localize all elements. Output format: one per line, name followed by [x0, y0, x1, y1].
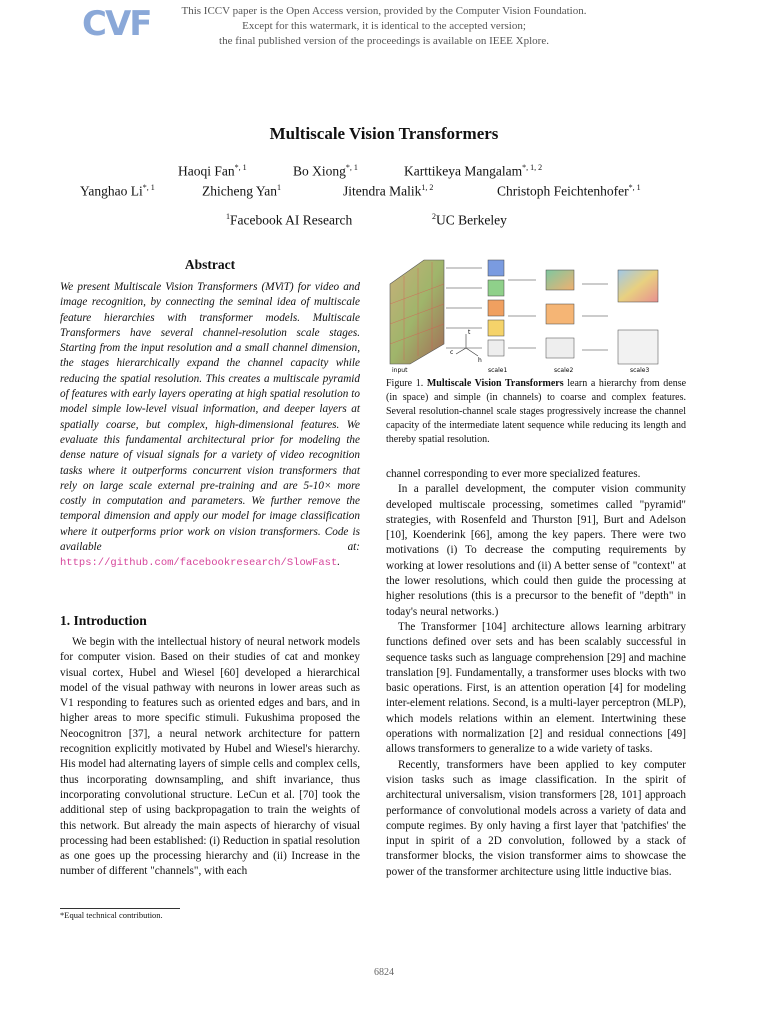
- input-volume: [390, 260, 444, 364]
- token-1: [488, 260, 504, 276]
- mvit-figure: [386, 256, 686, 374]
- intro-right-column: [386, 467, 686, 880]
- axes-icon: [456, 334, 478, 356]
- paper-title: Multiscale Vision Transformers: [269, 124, 499, 143]
- intro-left-column: [60, 635, 360, 880]
- token-3: [488, 300, 504, 316]
- affiliation: $^1$Facebook AI Research: [226, 212, 353, 228]
- open-access-watermark: [0, 4, 768, 49]
- intro-paragraph: We begin with the intellectual history of neural network models for computer vision. Based on their studies of cat and monkey visual cortex, Hubel and Wiesel [60] developed a hierarchical model of the visual pathway with neurons in lower areas such as V1 responding to features such as oriented edges and bars, and in higher areas to more specific stimuli. Fukushima proposed the Neocognitron [37], a neural network architecture for pattern recognition explicitly motivated by Hubel and Wiesel's hierarchy. His model had alternating layers of simple cells and complex cells, thus incorporating downsampling, and shift invariance, thus incorporating convolutional structure. LeCun et al. [70] took the additional step of using backpropagation to train the weights of this network. But already the main aspects of hierarchy of visual processing had been established: (i) Reduction in spatial resolution as one goes up the processing hierarchy and (ii) Increase in the number of different "channels", with each: [60, 636, 360, 878]
- scale1-block-a: [546, 270, 574, 290]
- author: Jitendra Malik$^{1, 2}$: [343, 183, 434, 199]
- scale3-block: [618, 330, 658, 364]
- axis-t-label: t: [468, 329, 471, 336]
- input-arrows: [446, 268, 482, 348]
- page-number: 6824: [374, 967, 394, 978]
- author: Yanghao $Li^{*, 1}$: [80, 183, 155, 199]
- intro-heading: 1. Introduction: [60, 613, 147, 628]
- scale1-block-c: [546, 338, 574, 358]
- author: Haoqi Fan$^{*, 1}$: [178, 163, 247, 179]
- paragraph: channel corresponding to ever more specialized features.: [386, 468, 641, 480]
- code-link[interactable]: https://github.com/facebookresearch/SlowFast: [60, 557, 338, 570]
- scale2-block-a: [618, 270, 658, 302]
- author: Zhicheng Yan$^1$: [202, 183, 281, 199]
- footnote-rule: [60, 908, 180, 909]
- token-4: [488, 320, 504, 336]
- paragraph: Recently, transformers have been applied to key computer vision tasks such as image classification. In the spirit of architectural universalism, vision transformers [28, 101] approach performance of convolutional models across a variety of data and compute regimes. By only having a first layer that 'patchifies' the input in spirit of a 2D convolution, followed by a stack of transformer blocks, the vision transformer aims to showcase the power of the transformer architecture using little inductive bias.: [386, 758, 686, 878]
- paragraph: The Transformer [104] architecture allows learning arbitrary functions defined over sets and has been scalably successful in sequence tasks such as language comprehension [29] and machine translation [9]. Fundamentally, a transformer uses blocks with two basic operations. First, is an attention operation [4] for modeling inter-element relations. Second, is a multi-layer perceptron (MLP), which models relations within an element. Intertwining these operations with normalization [2] and residual connections [49] allows transformers to generalize to a wide variety of tasks.: [386, 620, 686, 756]
- watermark-line-3: the final published version of the proceedings is available on IEEE Xplore.: [219, 35, 549, 47]
- scale2-label: scale2: [554, 367, 574, 374]
- axis-c-label: c: [450, 349, 454, 356]
- scale3-label: scale3: [630, 367, 650, 374]
- author: Christoph Feichtenhofer$^{*, 1}$: [497, 183, 641, 199]
- figure-caption: Figure 1. Multiscale Vision Transformers learn a hierarchy from dense (in space) and simple (in channels) to coarse and complex features. Several resolution-channel scale stages progressively increase the channel capacity of the intermediate latent sequence while reducing its length and thereby spatial resolution.: [386, 378, 687, 445]
- paragraph: In a parallel development, the computer vision community developed multiscale processing, sometimes called "pyramid" strategies, with Rosenfeld and Thurston [91], Burt and Adelson [10], Koenderink [66], among the key papers. There were two motivations (i) To decrease the computing requirements by working at lower resolutions and (ii) A better sense of "context" at the lower resolutions, which could then guide the processing at higher resolutions (this is a precursor to the benefit of "depth" in today's neural networks.): [386, 483, 686, 618]
- scale1-block-b: [546, 304, 574, 324]
- cvf-logo: CVF: [82, 4, 151, 44]
- token-5: [488, 340, 504, 356]
- axis-h-label: h: [478, 357, 482, 364]
- watermark-line-2: Except for this watermark, it is identical to the accepted version;: [242, 20, 526, 32]
- token-2: [488, 280, 504, 296]
- author: Karttikeya Mangalam$^{*, 1, 2}$: [404, 163, 543, 179]
- scale1-label: scale1: [488, 367, 508, 374]
- abstract-text: We present Multiscale Vision Transformers (MViT) for video and image recognition, by connecting the seminal idea of multiscale feature hierarchies with transformer models. Multiscale Transformers have several channel-resolution scale stages. Starting from the input resolution and a small channel dimension, the stages hierarchically expand the channel capacity while reducing the spatial resolution. This creates a multiscale pyramid of features with early layers operating at high spatial resolution to model simple low-level visual information, and deeper layers at spatially coarse, but complex, high-dimensional features. We evaluate this fundamental architectural prior for modeling the dense nature of visual signals for a variety of video recognition tasks where it outperforms concurrent vision transformers that rely on large scale external pre-training and are 5-10× more costly in computation and parameters. We further remove the temporal dimension and apply our model for image classification where it outperforms prior work on vision transformers. Code is available at: https://github.com/facebookresearch/SlowFast.: [60, 281, 360, 570]
- author: Bo Xiong$^{*, 1}$: [293, 163, 358, 179]
- watermark-line-1: This ICCV paper is the Open Access version, provided by the Computer Vision Foundation.: [181, 5, 587, 17]
- abstract-heading: Abstract: [184, 257, 236, 272]
- footnote: *Equal technical contribution.: [60, 910, 163, 920]
- affiliation: $^2$UC Berkeley: [432, 212, 507, 228]
- input-label: input: [392, 367, 408, 374]
